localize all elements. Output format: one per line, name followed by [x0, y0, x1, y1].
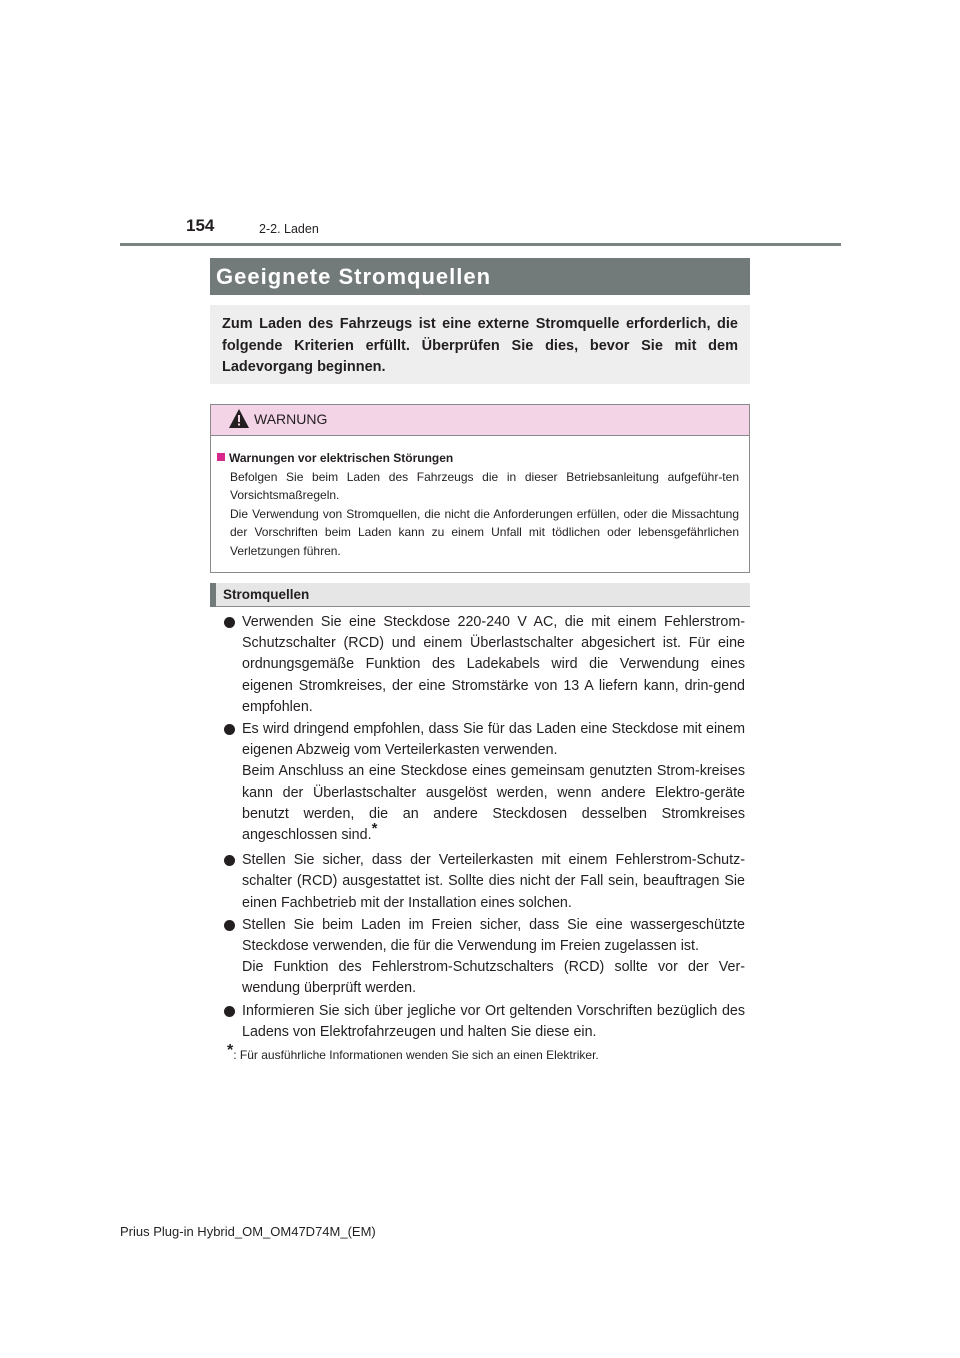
warning-subheading-text: Warnungen vor elektrischen Störungen — [229, 451, 454, 465]
list-item — [222, 719, 745, 846]
list-item — [222, 850, 745, 914]
bullet-text: Verwenden Sie eine Steckdose 220-240 V AC, die mit einem Fehlerstrom-Schutzschalter (RCD) und einem Überlastschalter abgesichert ist. Für eine ordnungsgemäße Funktion des Ladekabels wird die Verwendung eines eigenen Stromkreises, der eine Stromstärke von 13 A liefern kann, drin-gend empfohlen. — [242, 614, 745, 715]
bullet-icon — [224, 920, 235, 931]
footnote — [227, 1042, 599, 1062]
warning-paragraph: Befolgen Sie beim Laden des Fahrzeugs die in dieser Betriebsanleitung aufgeführ-ten Vorsichtsmaßregeln. — [230, 469, 739, 502]
bullet-text: Die Funktion des Fehlerstrom-Schutzschalters (RCD) sollte vor der Ver-wendung überprüft werden. — [242, 959, 745, 997]
warning-box — [210, 404, 750, 573]
subsection-bar — [210, 583, 216, 607]
bullet-icon — [224, 1006, 235, 1017]
bullet-list — [222, 612, 745, 1043]
list-item — [222, 612, 745, 718]
section-reference: 2-2. Laden — [259, 222, 319, 236]
warning-header — [211, 405, 749, 436]
bullet-text: Stellen Sie beim Laden im Freien sicher, dass Sie eine wassergeschützte Steckdose verwenden, die für die Verwendung im Freien zugelassen ist. — [242, 916, 745, 955]
bullet-text: Stellen Sie sicher, dass der Verteilerkasten mit einem Fehlerstrom-Schutz-schalter (RCD) ausgestattet ist. Sollte dies nicht der Fall sein, beauftragen Sie einen Fachbetrieb mit der Installation eines solchen. — [242, 852, 745, 911]
square-marker-icon — [217, 453, 225, 461]
subsection-title: Stromquellen — [223, 587, 310, 602]
list-item — [222, 915, 745, 1000]
header-divider — [120, 243, 841, 246]
bullet-icon — [224, 855, 235, 866]
bullet-text: Beim Anschluss an eine Steckdose eines gemeinsam genutzten Strom-kreises kann der Überlastschalter ausgelöst werden, wenn andere Elektro-geräte benutzt werden, die an andere Steckdosen desselben Stromkreises angeschlossen sind. — [242, 763, 745, 844]
footnote-text: : Für ausführliche Informationen wenden Sie sich an einen Elektriker. — [233, 1048, 599, 1062]
warning-body — [211, 436, 749, 560]
bullet-icon — [224, 724, 235, 735]
bullet-icon — [224, 617, 235, 628]
intro-text: Zum Laden des Fahrzeugs ist eine externe Stromquelle erforderlich, die folgende Kriterien erfüllt. Überprüfen Sie dies, bevor Sie mit dem Ladevorgang beginnen. — [222, 316, 738, 375]
page-number: 154 — [186, 216, 215, 235]
warning-title: WARNUNG — [254, 411, 328, 427]
footer-document-id: Prius Plug-in Hybrid_OM_OM47D74M_(EM) — [120, 1224, 376, 1239]
footnote-marker: * — [227, 1042, 234, 1059]
subsection-header — [210, 583, 750, 607]
list-item — [222, 1001, 745, 1043]
warning-subheading — [217, 449, 739, 468]
page-title: Geeignete Stromquellen — [210, 258, 750, 295]
intro-box — [210, 305, 750, 384]
warning-paragraph: Die Verwendung von Stromquellen, die nicht die Anforderungen erfüllen, oder die Missachtung der Vorschriften beim Laden kann zu einem Unfall mit tödlichen oder lebensgefährlichen Verletzungen führen. — [230, 506, 739, 558]
footnote-star: * — [371, 820, 378, 838]
bullet-text: Informieren Sie sich über jegliche vor Ort geltenden Vorschriften bezüglich des Ladens von Elektrofahrzeugen und halten Sie diese ein. — [242, 1002, 745, 1040]
bullet-text: Es wird dringend empfohlen, dass Sie für das Laden eine Steckdose mit einem eigenen Abzweig vom Verteilerkasten verwenden. — [242, 721, 745, 759]
warning-triangle-icon — [228, 408, 250, 429]
